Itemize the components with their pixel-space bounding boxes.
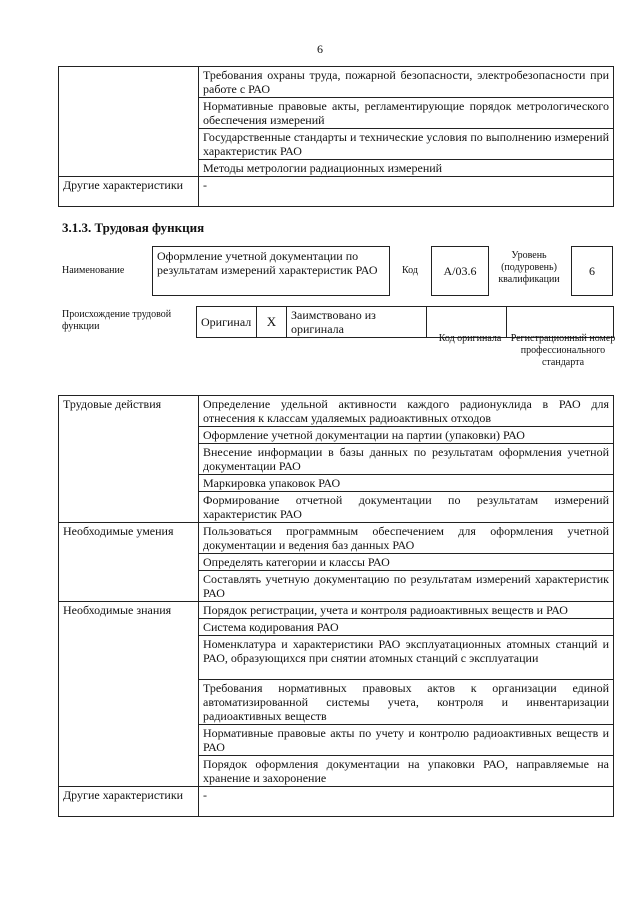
name-label: Наименование bbox=[62, 265, 125, 276]
other-characteristics-value: - bbox=[199, 787, 614, 817]
knowledge-item: Номенклатура и характеристики РАО эксплуатационных атомных станций и РАО, образующихся при снятии атомных станций с эксплуатации bbox=[199, 636, 614, 680]
skill-item: Определять категории и классы РАО bbox=[199, 554, 614, 571]
code-original-label: Код оригинала bbox=[438, 333, 502, 344]
labor-actions-label: Трудовые действия bbox=[59, 396, 199, 523]
continuation-label-cell bbox=[59, 67, 199, 177]
other-characteristics-value: - bbox=[199, 177, 614, 207]
labor-function-table bbox=[58, 395, 614, 817]
page-number: 6 bbox=[317, 42, 323, 56]
original-mark: X bbox=[257, 307, 287, 338]
knowledge-item: Нормативные правовые акты по учету и контролю радиоактивных веществ и РАО bbox=[199, 725, 614, 756]
function-name-box bbox=[152, 246, 390, 296]
labor-action-item: Маркировка упаковок РАО bbox=[199, 475, 614, 492]
knowledge-item: Требования нормативных правовых актов к организации единой автоматизированной системы учета, контроля и инвентаризации радиоактивных веществ bbox=[199, 680, 614, 725]
knowledge-item: Порядок регистрации, учета и контроля радиоактивных веществ и РАО bbox=[199, 602, 614, 619]
code-label: Код bbox=[402, 265, 418, 276]
other-characteristics-label: Другие характеристики bbox=[59, 787, 199, 817]
qualification-level: 6 bbox=[589, 263, 595, 278]
required-skills-label: Необходимые умения bbox=[59, 523, 199, 602]
labor-action-item: Внесение информации в базы данных по результатам оформления учетной документации РАО bbox=[199, 444, 614, 475]
reg-number-label: Регистрационный номер профессионального стандарта bbox=[510, 333, 616, 368]
required-knowledge-label: Необходимые знания bbox=[59, 602, 199, 787]
skill-item: Пользоваться программным обеспечением для оформления учетной документации и ведения баз данных РАО bbox=[199, 523, 614, 554]
skill-item: Составлять учетную документацию по результатам измерений характеристик РАО bbox=[199, 571, 614, 602]
origin-label: Происхождение трудовой функции bbox=[62, 309, 172, 332]
previous-function-table bbox=[58, 66, 614, 207]
level-label: Уровень (подуровень) квалификации bbox=[498, 250, 560, 285]
function-name: Оформление учетной документации по результатам измерений характеристик РАО bbox=[157, 249, 378, 277]
code-box bbox=[431, 246, 489, 296]
section-heading: 3.1.3. Трудовая функция bbox=[62, 220, 205, 235]
knowledge-item: Требования охраны труда, пожарной безопасности, электробезопасности при работе с РАО bbox=[199, 67, 614, 98]
knowledge-item: Государственные стандарты и технические условия по выполнению измерений характеристик РАО bbox=[199, 129, 614, 160]
labor-action-item: Определение удельной активности каждого радионуклида в РАО для отнесения к классам удаляемых радиоактивных отходов bbox=[199, 396, 614, 427]
knowledge-item: Нормативные правовые акты, регламентирующие порядок метрологического обеспечения измерений bbox=[199, 98, 614, 129]
labor-action-item: Формирование отчетной документации по результатам измерений характеристик РАО bbox=[199, 492, 614, 523]
function-code: A/03.6 bbox=[443, 263, 477, 278]
other-characteristics-label: Другие характеристики bbox=[59, 177, 199, 207]
knowledge-item: Система кодирования РАО bbox=[199, 619, 614, 636]
original-label: Оригинал bbox=[197, 307, 257, 338]
knowledge-item: Методы метрологии радиационных измерений bbox=[199, 160, 614, 177]
borrowed-label: Заимствовано из оригинала bbox=[287, 307, 427, 338]
level-box bbox=[571, 246, 613, 296]
knowledge-item: Порядок оформления документации на упаковки РАО, направляемые на хранение и захоронение bbox=[199, 756, 614, 787]
labor-action-item: Оформление учетной документации на партии (упаковки) РАО bbox=[199, 427, 614, 444]
